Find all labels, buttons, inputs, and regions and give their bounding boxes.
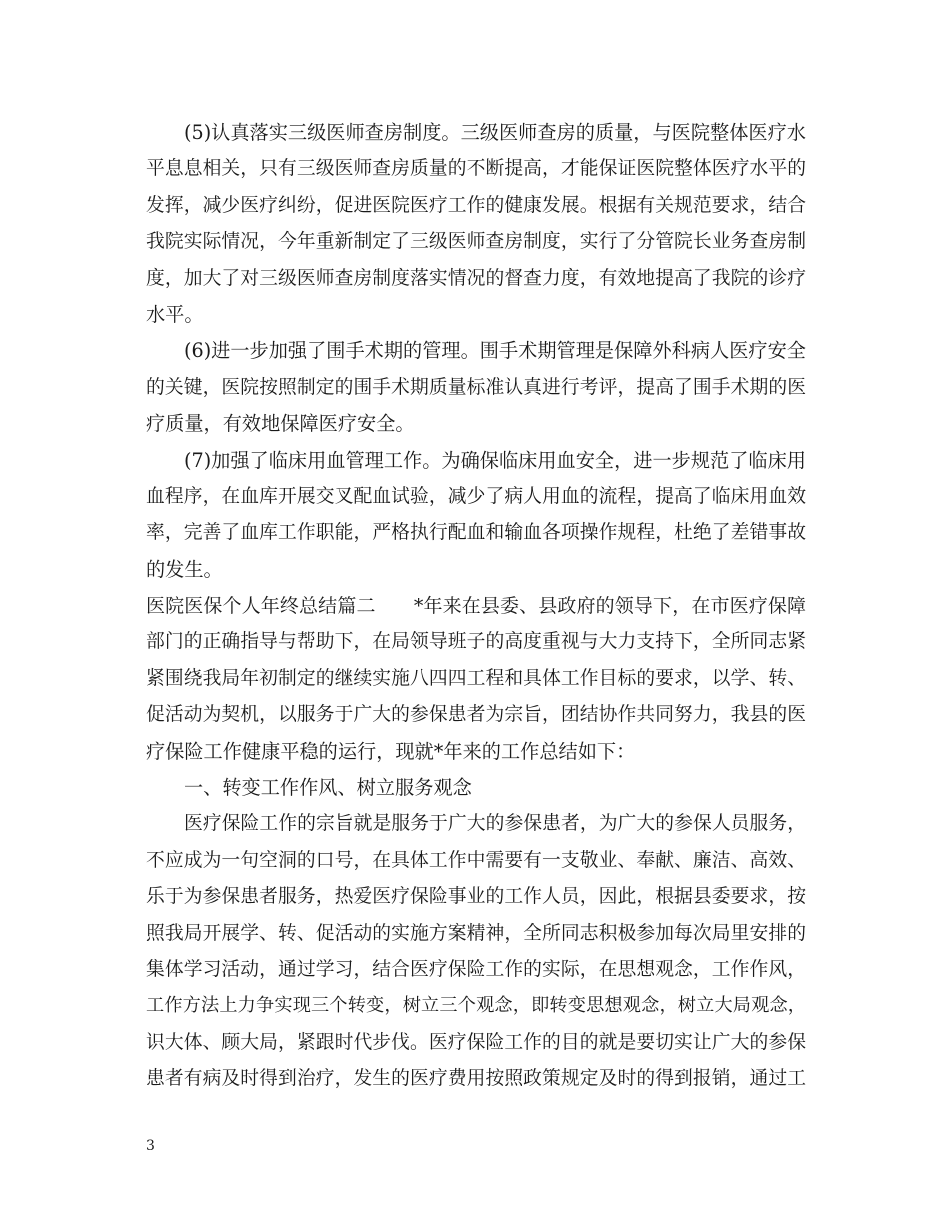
text-line: 我院实际情况，今年重新制定了三级医师查房制度，实行了分管院长业务查房制 — [146, 231, 806, 253]
text-line: 的发生。 — [146, 557, 223, 581]
text-line: (6)进一步加强了围手术期的管理。围手术期管理是保障外科病人医疗安全 — [184, 339, 806, 363]
page-number: 3 — [146, 1138, 155, 1154]
text-line: 患者有病及时得到治疗，发生的医疗费用按照政策规定及时的得到报销，通过工 — [146, 1068, 806, 1090]
text-line: (5)认真落实三级医师查房制度。三级医师查房的质量，与医院整体医疗水 — [184, 121, 806, 144]
text-line: 平息息相关，只有三级医师查房质量的不断提高，才能保证医院整体医疗水平的 — [146, 158, 806, 180]
text-line: 识大体、顾大局，紧跟时代步伐。医疗保险工作的目的就是要切实让广大的参保 — [146, 1031, 806, 1053]
document-body — [146, 115, 806, 1098]
text-line: 度，加大了对三级医师查房制度落实情况的督查力度，有效地提高了我院的诊疗 — [146, 267, 806, 289]
text-line: 工作方法上力争实现三个转变，树立三个观念，即转变思想观念，树立大局观念， — [146, 995, 806, 1017]
text-line: 疗质量，有效地保障医疗安全。 — [146, 412, 415, 436]
text-line: 的关键，医院按照制定的围手术期质量标准认真进行考评，提高了围手术期的医 — [146, 376, 806, 398]
text-line: 医疗保险工作的宗旨就是服务于广大的参保患者，为广大的参保人员服务， — [184, 813, 806, 835]
text-line: 照我局开展学、转、促活动的实施方案精神，全所同志积极参加每次局里安排的 — [146, 922, 806, 944]
text-line: 不应成为一句空洞的口号，在具体工作中需要有一支敬业、奉献、廉洁、高效、 — [146, 849, 806, 871]
text-line: 疗保险工作健康平稳的运行，现就*年来的工作总结如下： — [146, 739, 636, 763]
text-line: 医院医保个人年终总结篇二 *年来在县委、县政府的领导下，在市医疗保障 — [146, 595, 806, 618]
text-line: 血程序，在血库开展交叉配血试验，减少了病人用血的流程，提高了临床用血效 — [146, 485, 806, 507]
text-line: 集体学习活动，通过学习，结合医疗保险工作的实际，在思想观念，工作作风， — [146, 958, 806, 980]
text-line: 一、转变工作作风、树立服务观念 — [184, 776, 472, 800]
text-line: 率，完善了血库工作职能，严格执行配血和输血各项操作规程，杜绝了差错事故 — [146, 522, 806, 544]
text-line: (7)加强了临床用血管理工作。为确保临床用血安全，进一步规范了临床用 — [184, 448, 806, 472]
text-line: 乐于为参保患者服务，热爱医疗保险事业的工作人员，因此，根据县委要求，按 — [146, 886, 806, 908]
text-line: 部门的正确指导与帮助下，在局领导班子的高度重视与大力支持下，全所同志紧 — [146, 631, 806, 653]
text-line: 发挥，减少医疗纠纷，促进医院医疗工作的健康发展。根据有关规范要求，结合 — [146, 194, 806, 216]
text-line: 促活动为契机，以服务于广大的参保患者为宗旨，团结协作共同努力，我县的医 — [146, 704, 806, 726]
text-line: 紧围绕我局年初制定的继续实施八四四工程和具体工作目标的要求，以学、转、 — [146, 667, 806, 689]
text-line: 水平。 — [146, 302, 204, 326]
